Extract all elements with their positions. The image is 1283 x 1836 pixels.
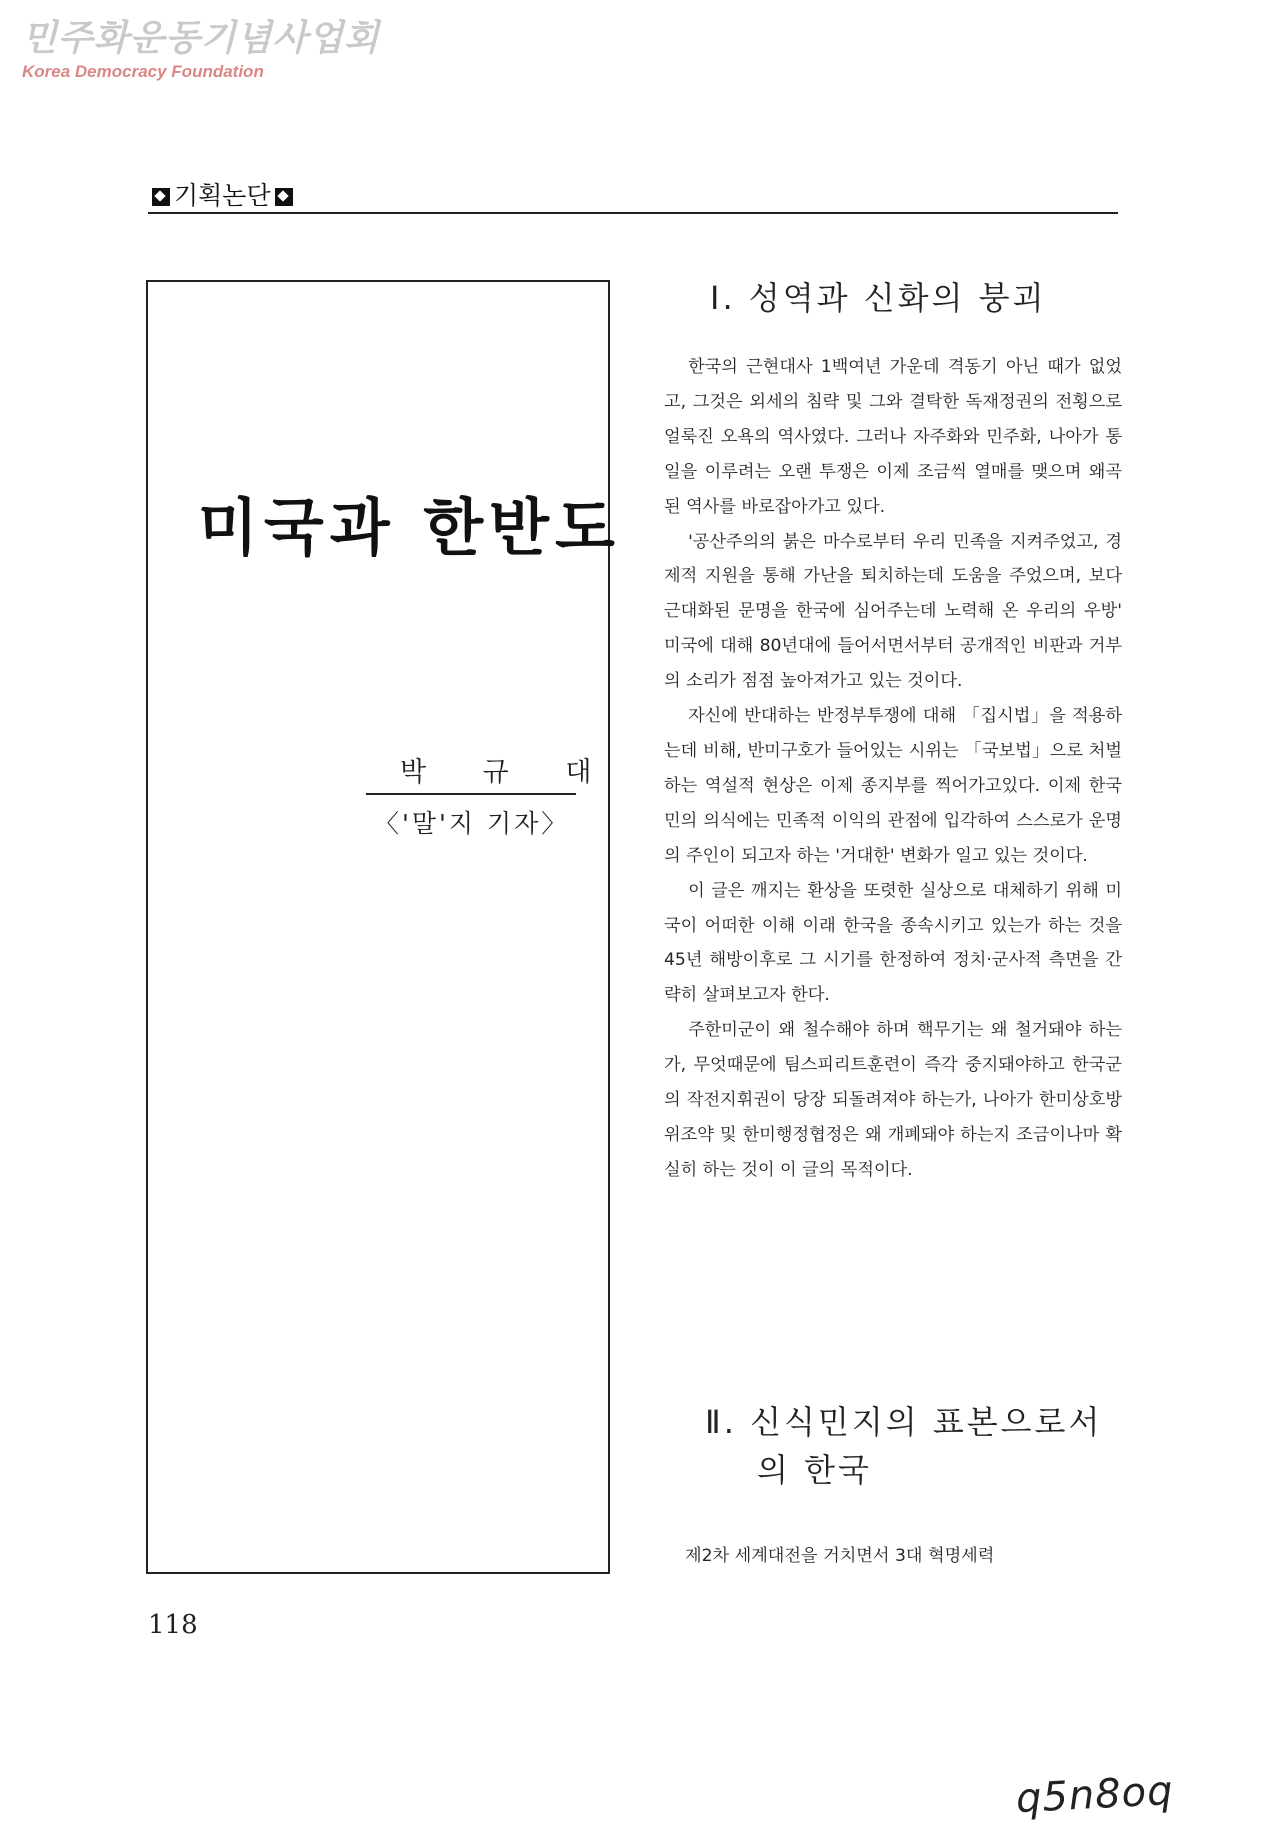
section-header [148, 176, 297, 212]
diamond-bullet-icon [275, 188, 293, 206]
paragraph-start: 제2차 세계대전을 거치면서 3대 혁명세력 [685, 1546, 995, 1566]
paragraph: '공산주의의 붉은 마수로부터 우리 민족을 지켜주었고, 경제적 지원을 통해 가난을 퇴치하는데 도움을 주었으며, 보다 근대화된 문명을 한국에 심어주는데 노력해 온 우리의 우방' 미국에 대해 80년대에 들어서면서부터 공개적인 비판과 거부의 소리가 점점 높아져가고 있는 것이다. [664, 531, 1122, 692]
logo-korean-name: 민주화운동기념사업회 [22, 18, 380, 59]
heading-line: Ⅱ. 신식민지의 표본으로서 [705, 1403, 1103, 1441]
paragraph: 한국의 근현대사 1백여년 가운데 격동기 아닌 때가 없었고, 그것은 외세의 침략 및 그와 결탁한 독재정권의 전횡으로 얼룩진 오욕의 역사였다. 그러나 자주화와 민주화, 나아가 통일을 이루려는 오랜 투쟁은 이제 조금씩 열매를 맺으며 왜곡된 역사를 바로잡아가고 있다. [664, 357, 1122, 517]
paragraph: 이 글은 깨지는 환상을 또렷한 실상으로 대체하기 위해 미국이 어떠한 이해 이래 한국을 종속시키고 있는가 하는 것을 45년 해방이후로 그 시기를 한정하여 정치·군사적 측면을 간략히 살펴보고자 한다. [664, 880, 1122, 1006]
page-number: 118 [148, 1610, 198, 1640]
author-name: 박 규 대 [400, 757, 616, 788]
logo-english-name: Korea Democracy Foundation [22, 62, 264, 81]
handwritten-note: q5n8oq [1014, 1767, 1175, 1823]
heading-line: 의 한국 [757, 1451, 872, 1489]
section-heading-2 [705, 1398, 1102, 1494]
article-body [664, 350, 1122, 1188]
section-heading-1: Ⅰ. 성역과 신화의 붕괴 [710, 279, 1047, 317]
author-divider [366, 793, 576, 795]
paragraph: 주한미군이 왜 철수해야 하며 핵무기는 왜 철거돼야 하는가, 무엇때문에 팀스피리트훈련이 즉각 중지돼야하고 한국군의 작전지휘권이 당장 되돌려져야 하는가, 나아가 한미상호방위조약 및 한미행정협정은 왜 개폐돼야 하는지 조금이나마 확실히 하는 것이 이 글의 목적이다. [664, 1020, 1122, 1180]
foundation-logo [22, 18, 380, 82]
section-label: 기획논단 [174, 181, 271, 210]
diamond-bullet-icon [152, 188, 170, 206]
title-box [146, 280, 610, 1574]
paragraph: 자신에 반대하는 반정부투쟁에 대해 「집시법」을 적용하는데 비해, 반미구호가 들어있는 시위는 「국보법」으로 처벌하는 역설적 현상은 이제 종지부를 찍어가고있다. 이제 한국민의 의식에는 민족적 이익의 관점에 입각하여 스스로가 운명의 주인이 되고자 하는 '거대한' 변화가 일고 있는 것이다. [664, 706, 1122, 866]
header-divider [148, 212, 1118, 214]
article-title: 미국과 한반도 [198, 491, 621, 564]
author-role: 〈'말'지 기자〉 [374, 809, 570, 838]
